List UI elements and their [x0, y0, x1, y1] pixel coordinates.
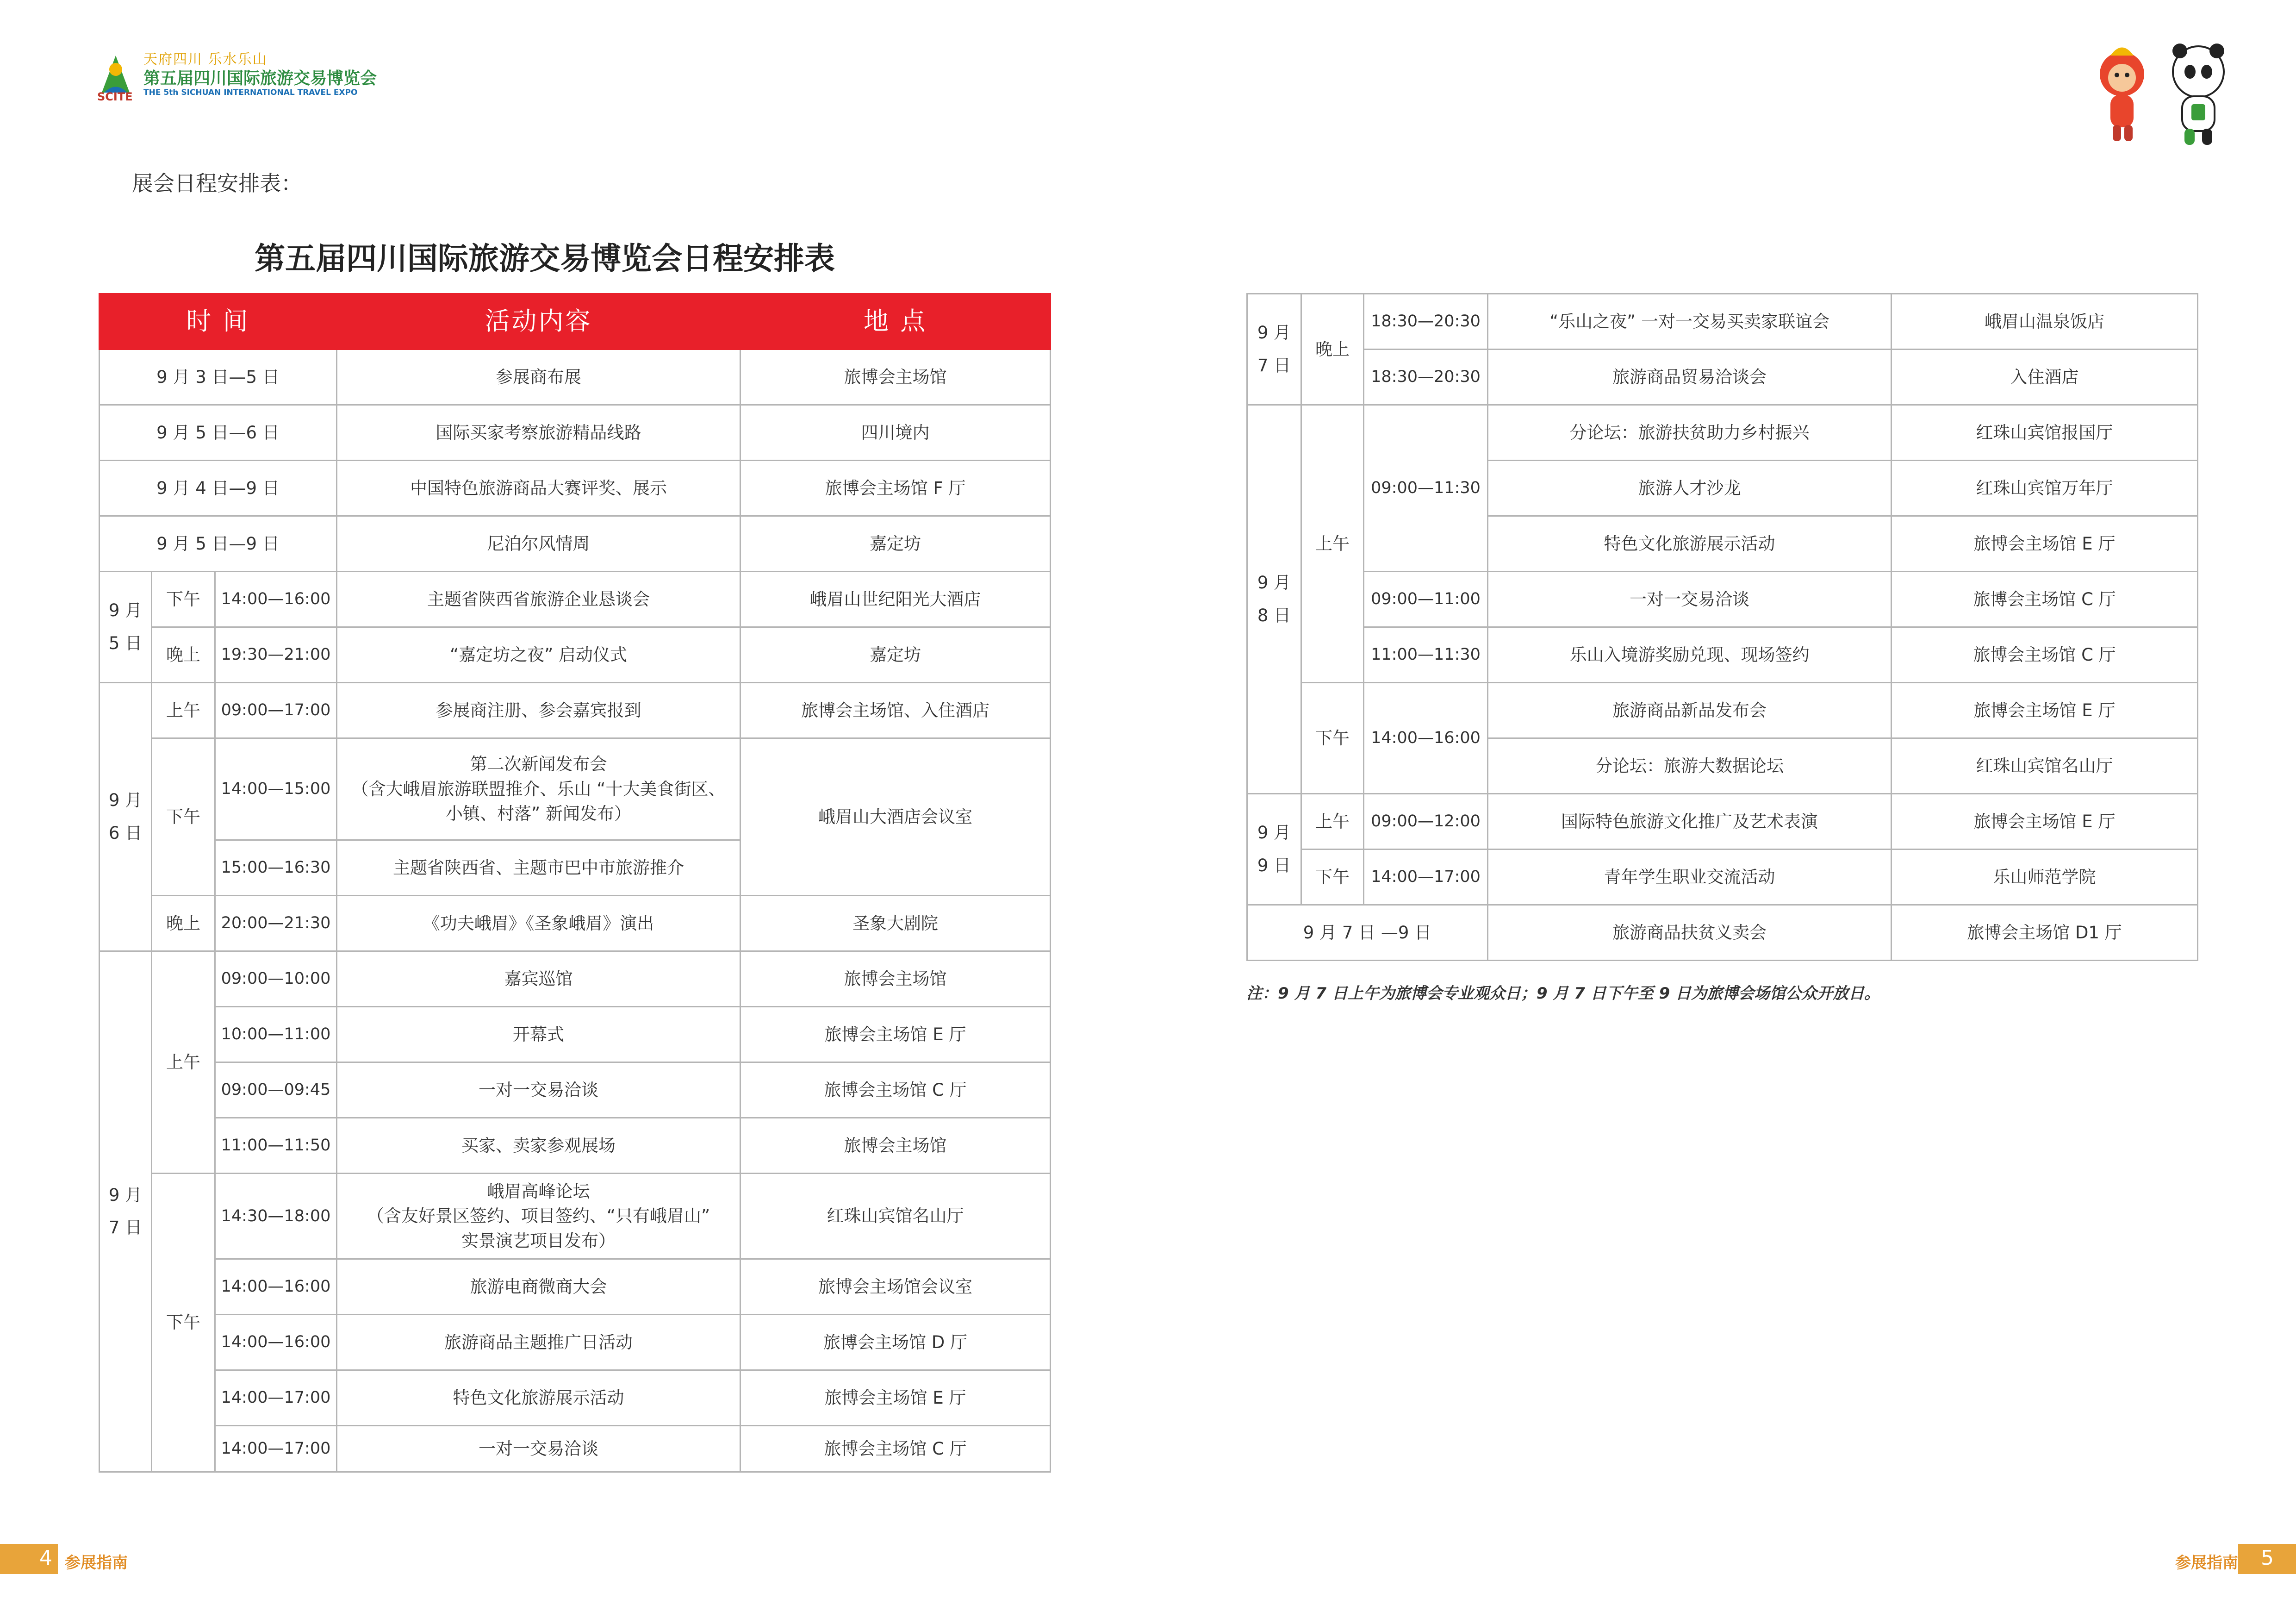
schedule-title: 第五届四川国际旅游交易博览会日程安排表 — [255, 241, 835, 276]
period-cell: 上午 — [152, 683, 215, 738]
venue-cell: 旅博会主场馆 C 厅 — [740, 1062, 1051, 1118]
activity-cell: 旅游电商微商大会 — [337, 1259, 740, 1315]
venue-cell: 旅博会主场馆、入住酒店 — [740, 683, 1051, 738]
monkey-mascot-icon — [2100, 48, 2144, 142]
table-row — [1247, 905, 2198, 961]
venue-cell: 旅博会主场馆 C 厅 — [1892, 627, 2198, 683]
table-row — [1247, 849, 2198, 905]
table-row — [100, 951, 1051, 1007]
table-row — [100, 896, 1051, 951]
period-cell: 晚上 — [1301, 294, 1364, 405]
header-activity: 活动内容 — [337, 294, 740, 350]
table-header-row — [100, 294, 1051, 350]
table-row — [100, 461, 1051, 516]
period-cell: 晚上 — [152, 896, 215, 951]
time-cell: 09:00—11:00 — [1364, 572, 1488, 627]
table-row — [100, 1426, 1051, 1472]
activity-cell: 开幕式 — [337, 1007, 740, 1062]
time-cell: 09:00—10:00 — [215, 951, 337, 1007]
venue-cell: 入住酒店 — [1892, 350, 2198, 405]
activity-cell — [337, 1174, 740, 1259]
table-row — [100, 627, 1051, 683]
time-cell: 14:00—17:00 — [1364, 849, 1488, 905]
venue-cell: 红珠山宾馆万年厅 — [1892, 461, 2198, 516]
time-cell: 14:00—17:00 — [215, 1426, 337, 1472]
activity-cell: 买家、卖家参观展场 — [337, 1118, 740, 1174]
activity-cell: 国际买家考察旅游精品线路 — [337, 405, 740, 461]
venue-cell: 旅博会主场馆 E 厅 — [1892, 516, 2198, 572]
venue-cell: 四川境内 — [740, 405, 1051, 461]
venue-cell: 峨眉山温泉饭店 — [1892, 294, 2198, 350]
page-number-left: 4 — [39, 1546, 52, 1570]
time-cell: 09:00—12:00 — [1364, 794, 1488, 849]
venue-cell: 旅博会主场馆 D1 厅 — [1892, 905, 2198, 961]
time-cell: 18:30—20:30 — [1364, 294, 1488, 350]
period-cell: 下午 — [1301, 683, 1364, 794]
activity-cell: 乐山入境游奖励兑现、现场签约 — [1488, 627, 1892, 683]
venue-cell: 旅博会主场馆 D 厅 — [740, 1315, 1051, 1370]
event-abbr: SCITE — [97, 90, 133, 103]
date-range: 9 月 5 日—9 日 — [100, 516, 337, 572]
day-cell: 9 月 7 日 — [100, 951, 152, 1472]
activity-cell: 《功夫峨眉》《圣象峨眉》演出 — [337, 896, 740, 951]
activity-cell: 旅游商品扶贫义卖会 — [1488, 905, 1892, 961]
activity-cell: 旅游商品新品发布会 — [1488, 683, 1892, 738]
activity-cell: 中国特色旅游商品大赛评奖、展示 — [337, 461, 740, 516]
time-cell: 10:00—11:00 — [215, 1007, 337, 1062]
activity-cell: “乐山之夜” 一对一交易买卖家联谊会 — [1488, 294, 1892, 350]
table-row — [100, 1370, 1051, 1426]
activity-cell: 旅游商品主题推广日活动 — [337, 1315, 740, 1370]
expo-logo — [97, 44, 421, 104]
table-row — [100, 683, 1051, 738]
panda-mascot-icon — [2172, 44, 2224, 145]
venue-cell: 红珠山宾馆名山厅 — [1892, 738, 2198, 794]
venue-cell: 乐山师范学院 — [1892, 849, 2198, 905]
venue-cell: 峨眉山世纪阳光大酒店 — [740, 572, 1051, 627]
time-cell: 20:00—21:30 — [215, 896, 337, 951]
activity-cell: 青年学生职业交流活动 — [1488, 849, 1892, 905]
table-row — [100, 1259, 1051, 1315]
time-cell: 14:00—15:00 — [215, 738, 337, 840]
date-range: 9 月 5 日—6 日 — [100, 405, 337, 461]
activity-cell: 一对一交易洽谈 — [1488, 572, 1892, 627]
activity-line: （含友好景区签约、项目签约、“只有峨眉山” — [367, 1206, 710, 1226]
table-row — [100, 1174, 1051, 1259]
venue-cell: 旅博会主场馆 E 厅 — [1892, 794, 2198, 849]
time-cell: 09:00—17:00 — [215, 683, 337, 738]
time-cell: 14:00—17:00 — [215, 1370, 337, 1426]
date-range: 9 月 3 日—5 日 — [100, 350, 337, 405]
table-row — [1247, 294, 2198, 350]
table-row — [1247, 350, 2198, 405]
activity-cell: 一对一交易洽谈 — [337, 1062, 740, 1118]
day-cell: 9 月 7 日 — [1247, 294, 1301, 405]
activity-cell: 主题省陕西省、主题市巴中市旅游推介 — [337, 840, 740, 896]
venue-cell: 旅博会主场馆会议室 — [740, 1259, 1051, 1315]
activity-line: 第二次新闻发布会 — [470, 754, 607, 775]
activity-line: 小镇、村落” 新闻发布） — [446, 804, 631, 824]
table-row — [1247, 683, 2198, 738]
table-row — [1247, 627, 2198, 683]
venue-cell: 旅博会主场馆 F 厅 — [740, 461, 1051, 516]
activity-cell: 旅游人才沙龙 — [1488, 461, 1892, 516]
venue-cell: 旅博会主场馆 C 厅 — [740, 1426, 1051, 1472]
venue-cell: 嘉定坊 — [740, 516, 1051, 572]
activity-cell: 分论坛：旅游大数据论坛 — [1488, 738, 1892, 794]
time-cell: 09:00—09:45 — [215, 1062, 337, 1118]
venue-cell: 旅博会主场馆 E 厅 — [1892, 683, 2198, 738]
time-cell: 14:00—16:00 — [1364, 683, 1488, 794]
venue-cell: 旅博会主场馆 — [740, 951, 1051, 1007]
table-row — [100, 572, 1051, 627]
event-name-english: THE 5th SICHUAN INTERNATIONAL TRAVEL EXPO — [143, 88, 358, 97]
venue-cell: 旅博会主场馆 E 厅 — [740, 1370, 1051, 1426]
table-row — [1247, 405, 2198, 461]
intro-label: 展会日程安排表： — [132, 171, 302, 196]
activity-line: 实景演艺项目发布） — [461, 1230, 616, 1251]
time-cell: 15:00—16:30 — [215, 840, 337, 896]
venue-cell: 红珠山宾馆报国厅 — [1892, 405, 2198, 461]
venue-cell: 嘉定坊 — [740, 627, 1051, 683]
schedule-table-right — [1246, 293, 2198, 961]
period-cell: 上午 — [1301, 405, 1364, 683]
time-cell: 09:00—11:30 — [1364, 405, 1488, 572]
venue-cell: 圣象大剧院 — [740, 896, 1051, 951]
activity-cell: 旅游商品贸易洽谈会 — [1488, 350, 1892, 405]
venue-cell: 旅博会主场馆 — [740, 1118, 1051, 1174]
table-row — [100, 1118, 1051, 1174]
footer-label-right: 参展指南 — [2175, 1554, 2238, 1572]
day-cell: 9 月 8 日 — [1247, 405, 1301, 794]
activity-cell: 一对一交易洽谈 — [337, 1426, 740, 1472]
venue-cell: 红珠山宾馆名山厅 — [740, 1174, 1051, 1259]
header-time: 时 间 — [100, 294, 337, 350]
schedule-table-left — [99, 293, 1051, 1473]
footer-label-left: 参展指南 — [65, 1554, 128, 1572]
period-cell: 下午 — [152, 1174, 215, 1472]
period-cell: 上午 — [1301, 794, 1364, 849]
schedule-note: 注：9 月 7 日上午为旅博会专业观众日；9 月 7 日下午至 9 日为旅博会场馆公众开放日。 — [1246, 984, 1880, 1003]
table-row — [1247, 572, 2198, 627]
activity-cell: 主题省陕西省旅游企业恳谈会 — [337, 572, 740, 627]
event-name: 第五届四川国际旅游交易博览会 — [143, 69, 377, 88]
activity-cell — [337, 738, 740, 840]
date-range: 9 月 7 日 —9 日 — [1247, 905, 1488, 961]
day-cell: 9 月 6 日 — [100, 683, 152, 951]
table-row — [100, 405, 1051, 461]
period-cell: 晚上 — [152, 627, 215, 683]
table-row — [100, 1315, 1051, 1370]
activity-line: （含大峨眉旅游联盟推介、乐山 “十大美食街区、 — [351, 779, 726, 799]
activity-cell: 尼泊尔风情周 — [337, 516, 740, 572]
activity-cell: 特色文化旅游展示活动 — [337, 1370, 740, 1426]
time-cell: 14:00—16:00 — [215, 572, 337, 627]
activity-line: 峨眉高峰论坛 — [487, 1181, 590, 1201]
day-cell: 9 月 9 日 — [1247, 794, 1301, 905]
activity-cell: “嘉定坊之夜” 启动仪式 — [337, 627, 740, 683]
day-cell: 9 月 5 日 — [100, 572, 152, 683]
time-cell: 14:00—16:00 — [215, 1259, 337, 1315]
time-cell: 11:00—11:50 — [215, 1118, 337, 1174]
activity-cell: 参展商注册、参会嘉宾报到 — [337, 683, 740, 738]
date-range: 9 月 4 日—9 日 — [100, 461, 337, 516]
table-row — [100, 1007, 1051, 1062]
period-cell: 上午 — [152, 951, 215, 1174]
venue-cell: 旅博会主场馆 C 厅 — [1892, 572, 2198, 627]
table-row — [100, 516, 1051, 572]
venue-cell: 旅博会主场馆 E 厅 — [740, 1007, 1051, 1062]
venue-cell: 旅博会主场馆 — [740, 350, 1051, 405]
table-row — [100, 738, 1051, 840]
time-cell: 14:30—18:00 — [215, 1174, 337, 1259]
activity-cell: 参展商布展 — [337, 350, 740, 405]
time-cell: 19:30—21:00 — [215, 627, 337, 683]
period-cell: 下午 — [1301, 849, 1364, 905]
time-cell: 11:00—11:30 — [1364, 627, 1488, 683]
mascot-illustration — [2083, 37, 2245, 153]
table-row — [100, 350, 1051, 405]
slogan: 天府四川 乐水乐山 — [143, 51, 268, 68]
period-cell: 下午 — [152, 738, 215, 896]
header-venue: 地 点 — [740, 294, 1051, 350]
activity-cell: 特色文化旅游展示活动 — [1488, 516, 1892, 572]
activity-cell: 分论坛：旅游扶贫助力乡村振兴 — [1488, 405, 1892, 461]
time-cell: 18:30—20:30 — [1364, 350, 1488, 405]
period-cell: 下午 — [152, 572, 215, 627]
time-cell: 14:00—16:00 — [215, 1315, 337, 1370]
activity-cell: 嘉宾巡馆 — [337, 951, 740, 1007]
table-row — [100, 1062, 1051, 1118]
activity-cell: 国际特色旅游文化推广及艺术表演 — [1488, 794, 1892, 849]
page-number-right: 5 — [2261, 1546, 2274, 1570]
table-row — [1247, 794, 2198, 849]
venue-cell: 峨眉山大酒店会议室 — [740, 738, 1051, 896]
